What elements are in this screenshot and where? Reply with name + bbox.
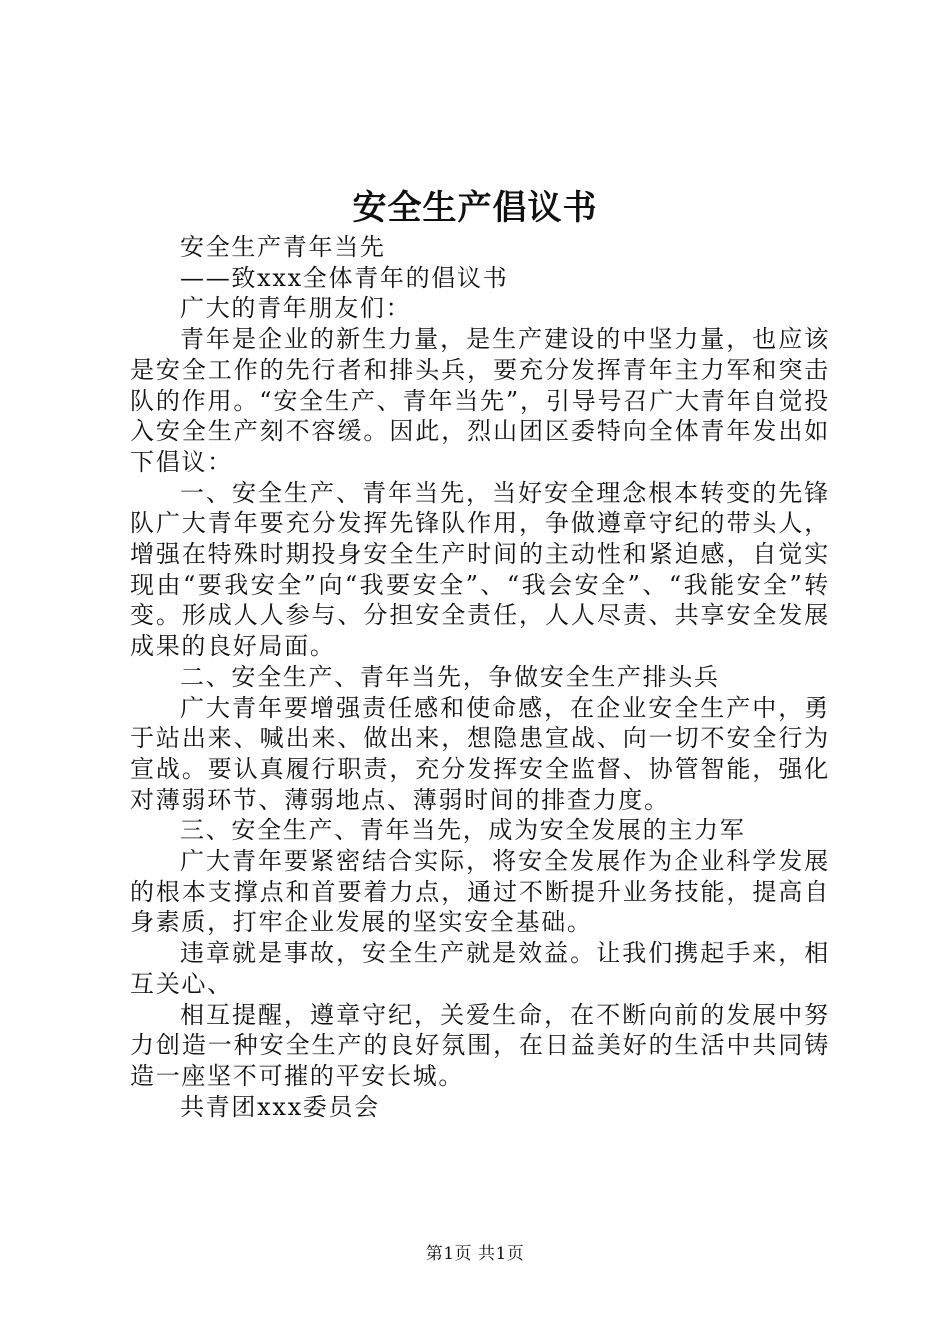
document-heading: 安全生产青年当先 [180, 233, 386, 261]
document-subheading: ——致xxx全体青年的倡议书 [180, 263, 509, 292]
document-body [130, 232, 830, 1122]
paragraph-point-three-heading: 三、安全生产、青年当先，成为安全发展的主力军 [180, 816, 746, 845]
paragraph-point-three-body: 广大青年要紧密结合实际，将安全发展作为企业科学发展的根本支撑点和首要着力点，通过不断提升业务技能，提高自身素质，打牢企业发展的坚实安全基础。 [130, 847, 830, 937]
salutation: 广大的青年朋友们： [180, 294, 412, 323]
signature: 共青团xxx委员会 [180, 1092, 380, 1121]
page-footer: 第1页 共1页 [425, 1244, 525, 1264]
paragraph-point-two-body: 广大青年要增强责任感和使命感，在企业安全生产中，勇于站出来、喊出来、做出来，想隐患宣战、向一切不安全行为宣战。要认真履行职责，充分发挥安全监督、协管智能，强化对薄弱环节、薄弱地点、薄弱时间的排查力度。 [130, 693, 830, 814]
document-title: 安全生产倡议书 [352, 188, 598, 228]
paragraph-intro: 青年是企业的新生力量，是生产建设的中坚力量，也应该是安全工作的先行者和排头兵，要充分发挥青年主力军和突击队的作用。“安全生产、青年当先”，引导号召广大青年自觉投入安全生产刻不容缓。因此，烈山团区委特向全体青年发出如下倡议： [130, 325, 830, 476]
paragraph-point-one: 一、安全生产、青年当先，当好安全理念根本转变的先锋队广大青年要充分发挥先锋队作用，争做遵章守纪的带头人，增强在特殊时期投身安全生产时间的主动性和紧迫感，自觉实现由“要我安全”向“我要安全”、“我会安全”、“我能安全”转变。形成人人参与、分担安全责任，人人尽责、共享安全发展成果的良好局面。 [130, 478, 830, 661]
paragraph-point-two-heading: 二、安全生产、青年当先，争做安全生产排头兵 [180, 662, 720, 691]
paragraph-closing-two: 相互提醒，遵章守纪，关爱生命，在不断向前的发展中努力创造一种安全生产的良好氛围，在日益美好的生活中共同铸造一座坚不可摧的平安长城。 [130, 1000, 830, 1090]
paragraph-closing-one: 违章就是事故，安全生产就是效益。让我们携起手来，相互关心、 [130, 939, 830, 998]
